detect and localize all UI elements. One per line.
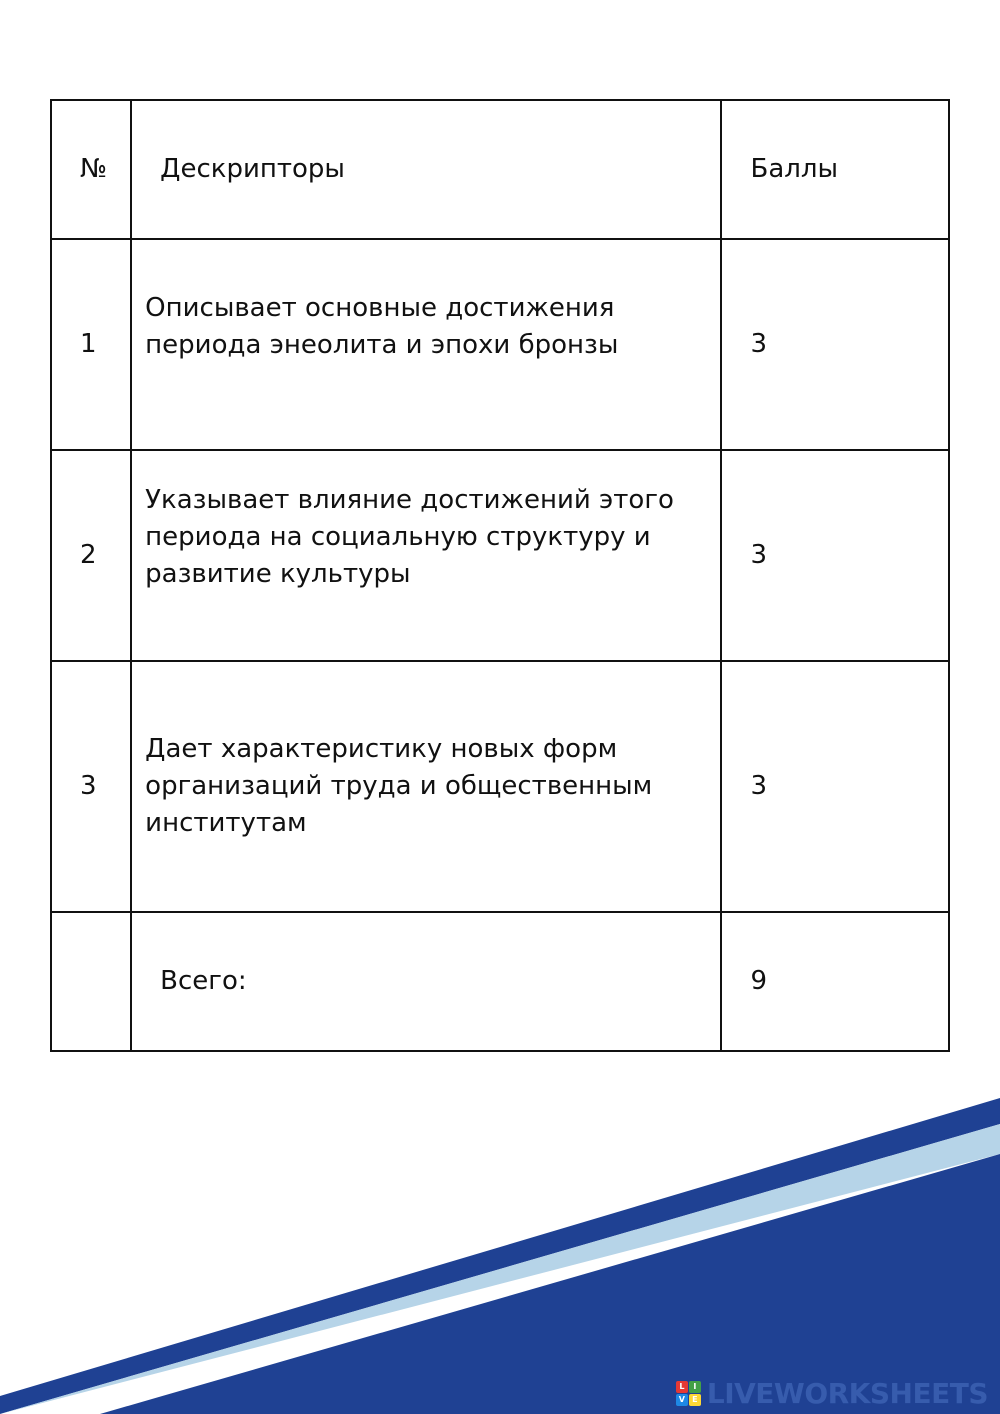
table-row xyxy=(51,239,949,450)
total-points: 9 xyxy=(721,912,949,1051)
row-descriptor xyxy=(131,661,721,912)
table-total-row xyxy=(51,912,949,1051)
row-number: 1 xyxy=(51,239,131,450)
brand-watermark xyxy=(676,1378,988,1408)
row-descriptor xyxy=(131,450,721,661)
row-points: 3 xyxy=(721,450,949,661)
decorative-stripes xyxy=(0,1080,1000,1414)
table-header-row xyxy=(51,100,949,239)
table-row xyxy=(51,661,949,912)
logo-letter: I xyxy=(689,1381,701,1393)
logo-letter: E xyxy=(689,1394,701,1406)
logo-letter: L xyxy=(676,1381,688,1393)
header-number: № xyxy=(51,100,131,239)
row-number: 2 xyxy=(51,450,131,661)
row-descriptor-text: Описывает основные достижения периода энеолита и эпохи бронзы xyxy=(145,292,619,360)
total-number-empty xyxy=(51,912,131,1051)
row-number: 3 xyxy=(51,661,131,912)
row-points: 3 xyxy=(721,661,949,912)
rubric-table xyxy=(50,99,950,1052)
brand-name: LIVEWORKSHEETS xyxy=(706,1376,988,1410)
dark-blue-wedge xyxy=(100,1154,1000,1414)
header-points: Баллы xyxy=(721,100,949,239)
row-descriptor xyxy=(131,239,721,450)
header-descriptors: Дескрипторы xyxy=(131,100,721,239)
row-descriptor-text: Указывает влияние достижений этого периода на социальную структуру и развитие культуры xyxy=(145,485,674,589)
row-descriptor-text: Дает характеристику новых форм организаций труда и общественным институтам xyxy=(145,734,653,838)
total-label: Всего: xyxy=(131,912,721,1051)
table-row xyxy=(51,450,949,661)
liveworksheets-logo-icon xyxy=(676,1381,701,1406)
row-points: 3 xyxy=(721,239,949,450)
logo-letter: V xyxy=(676,1394,688,1406)
